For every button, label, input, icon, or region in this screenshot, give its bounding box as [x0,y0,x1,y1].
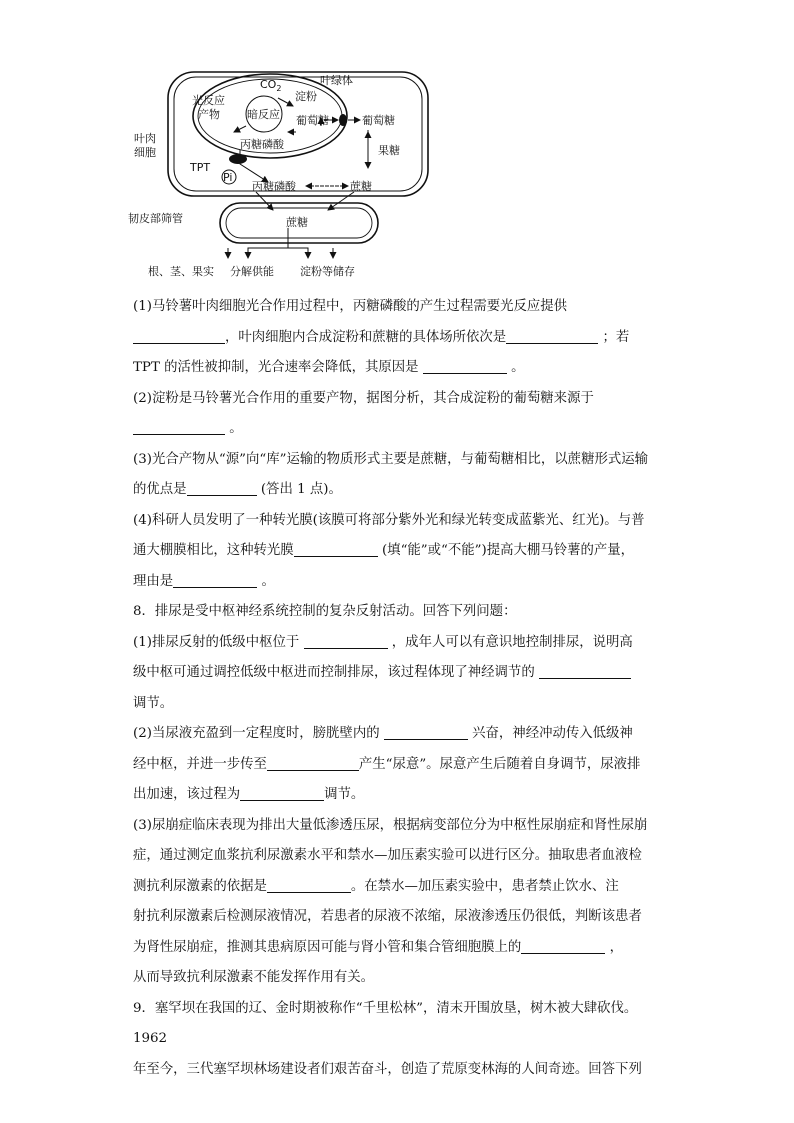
mesophyll-label-2: 细胞 [134,146,156,159]
answer-blank[interactable] [506,327,598,344]
phloem-label: 韧皮部筛管 [128,212,183,225]
answer-blank[interactable] [521,937,605,954]
triose-out-label: 丙糖磷酸 [252,180,296,193]
answer-blank[interactable] [240,784,324,801]
answer-blank[interactable] [384,723,468,740]
answer-blank[interactable] [304,632,388,649]
starch-label: 淀粉 [295,90,317,103]
sucrose-phloem-label: 蔗糖 [286,216,308,229]
glucose-transporter-icon [339,114,347,126]
fructose-label: 果糖 [378,144,400,157]
glucose-out-label: 葡萄糖 [362,114,395,127]
q7-part3-line2: 的优点是 (答出 1 点)。 [133,475,663,506]
light-product-label-1: 光反应 [192,94,225,107]
q7-part1-line1: (1)马铃薯叶肉细胞光合作用过程中，丙糖磷酸的产生过程需要光反应提供 [133,299,568,314]
chloroplast-label: 叶绿体 [320,74,353,87]
answer-blank[interactable] [133,418,225,435]
q7-part4-line3: 理由是 。 [133,567,663,598]
q8-part2-line3: 出加速，该过程为 调节。 [133,780,663,811]
q8-part2-line2: 经中枢，并进一步传至 产生“尿意”。尿意产生后随着自身调节，尿液排 [133,750,663,781]
co2-label: $CO_2$ [260,78,282,93]
q7-part4-line1: (4)科研人员发明了一种转光膜(该膜可将部分紫外光和绿光转变成蓝紫光、红光)。与普 [133,512,645,528]
light-product-label-2: 产物 [198,108,220,121]
decompose-label: 分解供能 [230,265,274,278]
tpt-icon [229,154,247,164]
storage-label: 淀粉等储存 [300,265,355,278]
glucose-in-label: 葡萄糖 [296,114,329,127]
answer-blank[interactable] [187,479,257,496]
q8-part3-line6: 从而导致抗利尿激素不能发挥作用有关。 [133,970,375,985]
tpt-label: TPT [190,161,211,174]
q8-part3-line3: 测抗利尿激素的依据是 。在禁水—加压素实验中，患者禁止饮水、注 [133,872,663,903]
answer-blank[interactable] [173,571,257,588]
answer-blank[interactable] [539,662,631,679]
answer-blank[interactable] [267,876,351,893]
q7-part3-line1: (3)光合产物从“源”向“库”运输的物质形式主要是蔗糖，与葡萄糖相比，以蔗糖形式运输 [133,451,649,467]
q8-part3-line1: (3)尿崩症临床表现为排出大量低渗透压尿，根据病变部位分为中枢性尿崩症和肾性尿崩 [133,817,648,833]
q8-part3-line4: 射抗利尿激素后检测尿液情况，若患者的尿液不浓缩，尿液渗透压仍很低，判断该患者 [133,909,642,924]
organs-label: 根、茎、果实 [148,265,214,278]
q7-part1-line3: TPT 的活性被抑制，光合速率会降低，其原因是 。 [133,353,663,384]
q8-part1-line1: (1)排尿反射的低级中枢位于 ，成年人可以有意识地控制排尿，说明高 [133,628,663,659]
answer-blank[interactable] [294,540,378,557]
q9-line1: 9．塞罕坝在我国的辽、金时期被称作“千里松林”，清末开围放垦，树木被大肆砍伐。1962 [133,1000,638,1046]
q8-part3-line2: 症，通过测定血浆抗利尿激素水平和禁水—加压素实验可以进行区分。抽取患者血液检 [133,848,642,863]
q8-part1-line3: 调节。 [133,695,174,711]
pi-label: Pi [223,171,233,184]
q7-part1-line2: ，叶肉细胞内合成淀粉和蔗糖的具体场所依次是 ；若 [133,323,663,354]
q9-line2: 年至今，三代塞罕坝林场建设者们艰苦奋斗，创造了荒原变林海的人间奇迹。回答下列 [133,1061,642,1077]
answer-blank[interactable] [423,357,507,374]
answer-blank[interactable] [267,754,359,771]
q8-part3-line5: 为肾性尿崩症，推测其患病原因可能与肾小管和集合管细胞膜上的 ， [133,933,663,964]
q8-part1-line2: 级中枢可通过调控低级中枢进而控制排尿，该过程体现了神经调节的 [133,658,663,689]
q7-part2-line1: (2)淀粉是马铃薯光合作用的重要产物，据图分析，其合成淀粉的葡萄糖来源于 [133,390,594,406]
triose-in-label: 丙糖磷酸 [240,138,284,151]
q8-part2-line1: (2)当尿液充盈到一定程度时，膀胱壁内的 兴奋，神经冲动传入低级神 [133,719,663,750]
sucrose-cytoplasm-label: 蔗糖 [350,180,372,193]
mesophyll-label-1: 叶肉 [134,132,156,145]
q8-intro: 8．排尿是受中枢神经系统控制的复杂反射活动。回答下列问题： [133,604,517,619]
question-text [133,292,663,1085]
answer-blank[interactable] [133,327,225,344]
dark-reaction-label: 暗反应 [247,108,280,121]
q7-part4-line2: 通大棚膜相比，这种转光膜 (填“能”或“不能”)提高大棚马铃薯的产量， [133,536,663,567]
photosynthesis-diagram [128,68,438,286]
q7-part2-line2: 。 [133,414,663,445]
